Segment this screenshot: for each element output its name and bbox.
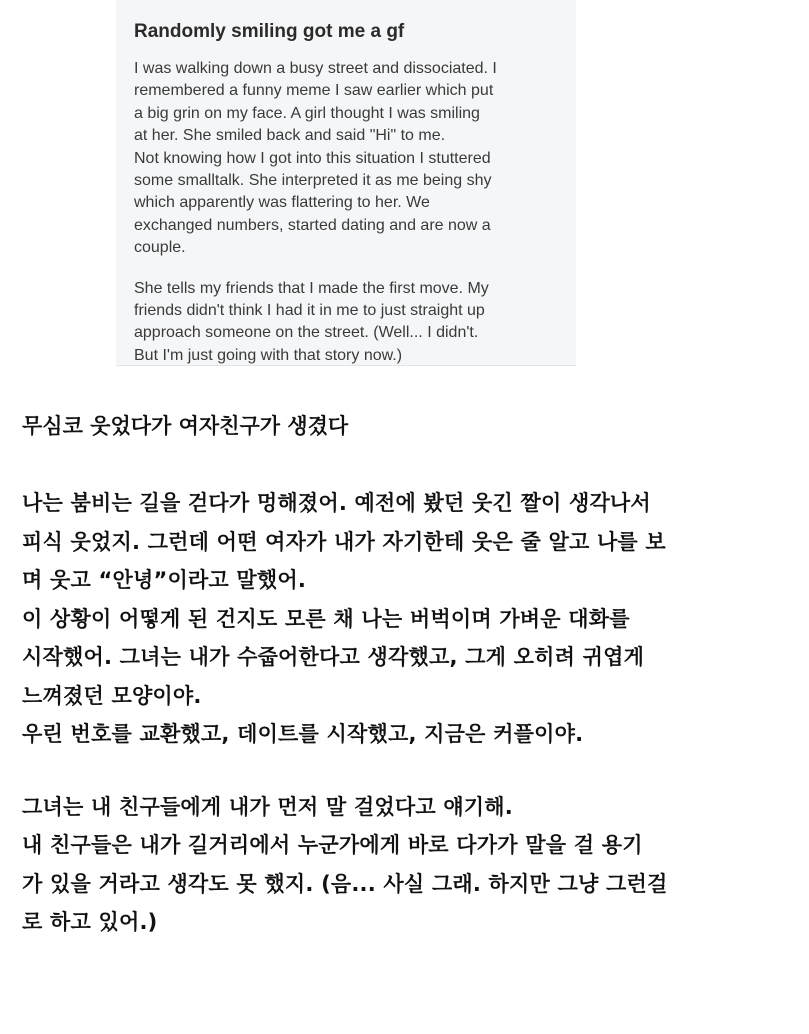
post-paragraph-1 (134, 58, 558, 260)
translation-paragraph-2 (22, 788, 792, 942)
translation-line: 느껴졌던 모양이야. (22, 683, 202, 708)
post-line: approach someone on the street. (Well... I didn't. (134, 324, 479, 342)
post-line: exchanged numbers, started dating and are now a (134, 216, 491, 234)
translation-line: 며 웃고 “안녕”이라고 말했어. (22, 568, 307, 592)
post-line: a big grin on my face. A girl thought I was smiling (134, 104, 480, 122)
translation-line: 내 친구들은 내가 길거리에서 누군가에게 바로 다가가 말을 걸 용기 (22, 833, 643, 857)
post-line: friends didn't think I had it in me to just straight up (134, 302, 485, 320)
post-line: some smalltalk. She interpreted it as me being shy (134, 172, 492, 190)
translation-line: 피식 웃었지. 그런데 어떤 여자가 내가 자기한테 웃은 줄 알고 나를 보 (22, 529, 666, 554)
translation-line: 그녀는 내 친구들에게 내가 먼저 말 걸었다고 얘기해. (22, 794, 513, 819)
post-screenshot-card (116, 0, 576, 366)
post-line: which apparently was flattering to her. We (134, 194, 430, 212)
translation-line: 이 상황이 어떻게 된 건지도 모른 채 나는 버벅이며 가벼운 대화를 (22, 606, 630, 631)
korean-translation (22, 402, 792, 942)
post-line: remembered a funny meme I saw earlier which put (134, 82, 494, 100)
post-title: Randomly smiling got me a gf (134, 21, 405, 42)
post-line: I was walking down a busy street and dissociated. I (134, 60, 497, 77)
translation-line: 로 하고 있어.) (22, 910, 158, 934)
post-line: She tells my friends that I made the first move. My (134, 279, 489, 297)
post-line: at her. She smiled back and said "Hi" to me. (134, 127, 446, 145)
translation-line: 시작했어. 그녀는 내가 수줍어한다고 생각했고, 그게 오히려 귀엽게 (22, 645, 645, 669)
translation-line: 가 있을 거라고 생각도 못 했지. (음... 사실 그래. 하지만 그냥 그런걸 (22, 871, 668, 896)
post-line: But I'm just going with that story now.) (134, 346, 403, 364)
translation-line: 우린 번호를 교환했고, 데이트를 시작했고, 지금은 커플이야. (22, 722, 584, 746)
post-line: Not knowing how I got into this situation I stuttered (134, 149, 491, 167)
translation-line: 나는 붐비는 길을 걷다가 멍해졌어. 예전에 봤던 웃긴 짤이 생각나서 (22, 491, 651, 515)
translation-paragraph-1 (22, 484, 792, 754)
post-line: couple. (134, 239, 186, 257)
translation-title: 무심코 웃었다가 여자친구가 생겼다 (22, 414, 349, 438)
post-paragraph-2 (134, 278, 558, 368)
